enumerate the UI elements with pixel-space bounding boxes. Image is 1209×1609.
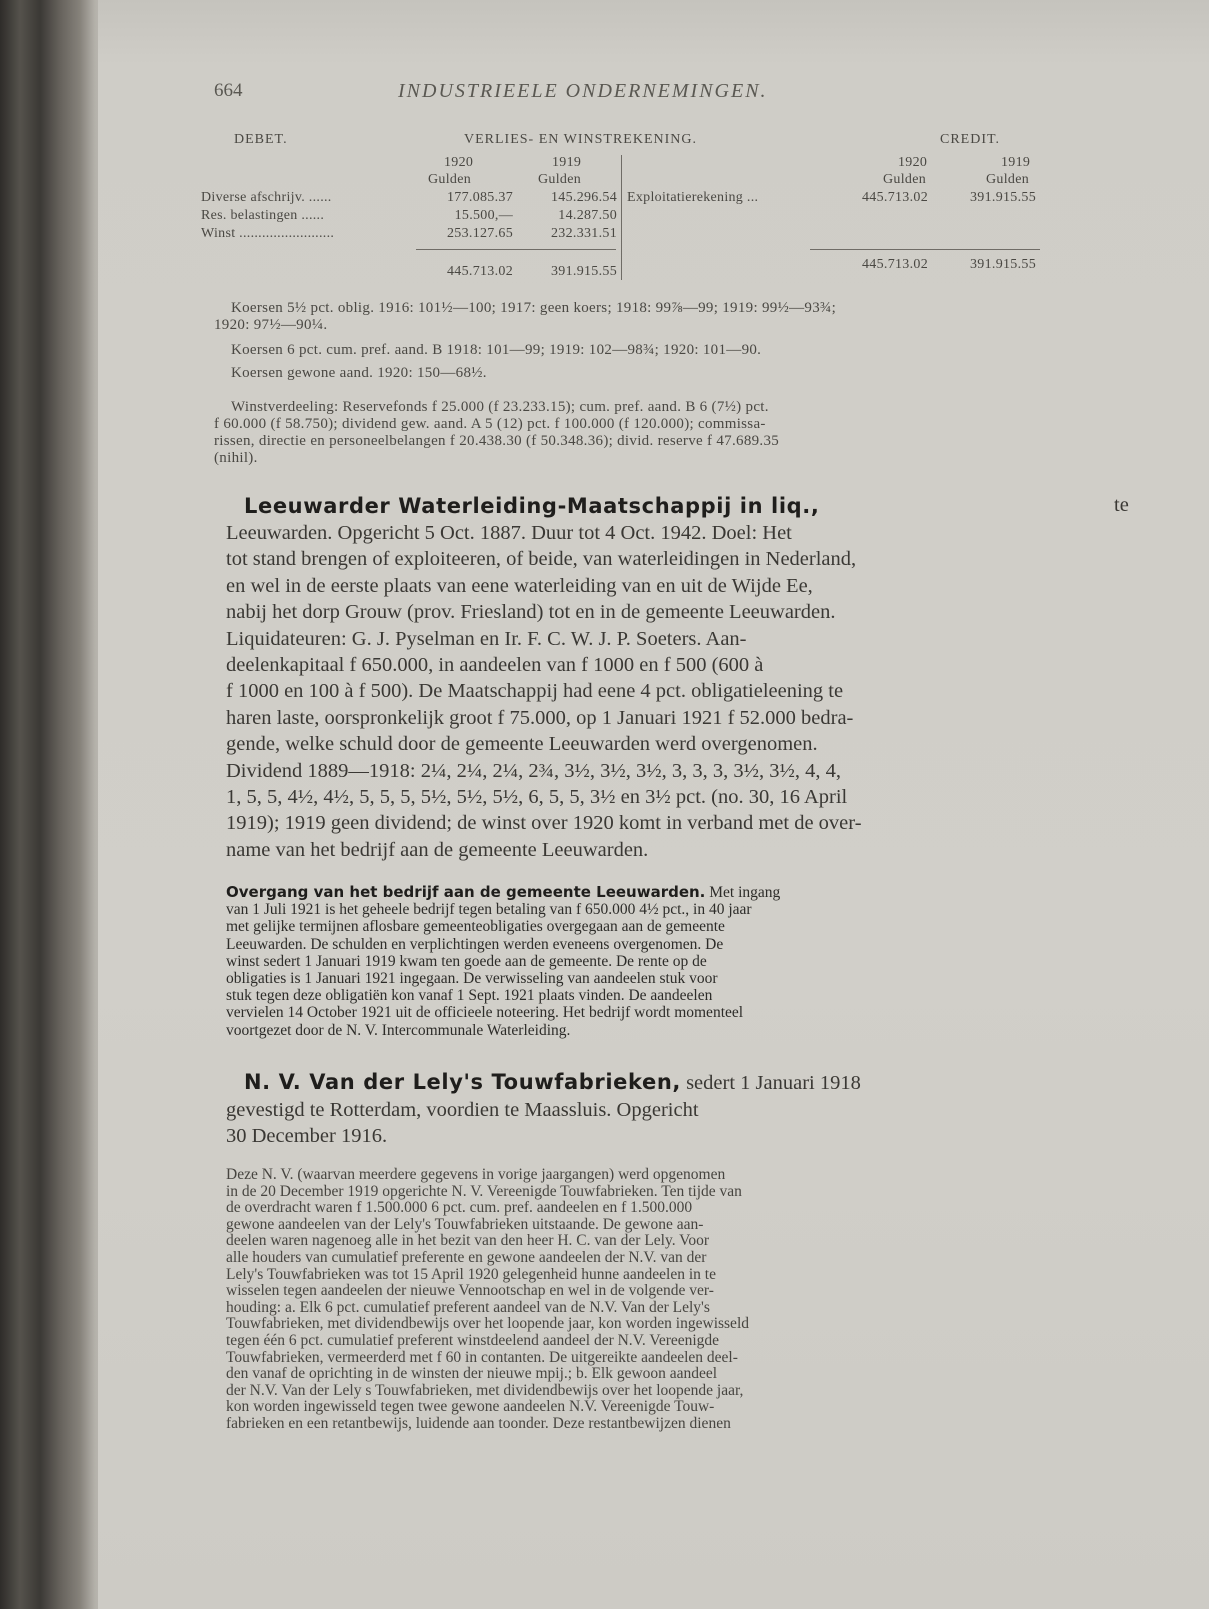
page-content: 664 INDUSTRIEELE ONDERNEMINGEN. DEBET. VERLIES- EN WINSTREKENING. CREDIT. 1920 1919 Gulden Gulden 1920 1919 Gulden Gulden Diverse afschrijv. ...... 177.085.37 145.296.54 Res. belastingen ...... 15.500,— 14.287.50 Winst ......................... 253.127.65 232.331.51 Exploitatierekening ... 445.713.02 391.915.55 445.713.02 391.915.55 445.713.02 391.915.55 Koersen 5½ pct. oblig. 1916: 101½—100; 1917: geen koers; 1918: 99⅞—99; 1919: 99½—93¾; 1920: 97½—90¼. Koersen 6 pct. cum. pref. aand. B 1918: 101—99; 1919: 102—98¾; 1920: 101—90. Koersen gewone aand. 1920: 150—68½. Winstverdeeling: Reservefonds f 25.000 (f 23.233.15); cum. pref. aand. B 6 (7½) pct. f 60.000 (f 58.750); dividend gew. aand. A 5 (12) pct. f 100.000 (f 120.000); commissa- rissen, directie en personeelbelangen f 20.438.30 (f 50.348.36); divid. reserve f 47.689.35 (nihil). Leeuwarder Waterleiding-Maatschappij in liq., te Leeuwarden. Opgericht 5 Oct. 1887. Duur tot 4 Oct. 1942. Doel: Het tot stand brengen of exploiteeren, of beide, van waterleidingen in Nederland, en wel in de eerste plaats van eene waterleiding van en uit de Wijde Ee, nabij het dorp Grouw (prov. Friesland) tot en in de gemeente Leeuwarden. Liquidateuren: G. J. Pyselman en Ir. F. C. W. J. P. Soeters. Aan- deelenkapitaal f 650.000, in aandeelen van f 1000 en f 500 (600 à f 1000 en 100 à f 500). De Maatschappij had eene 4 pct. obligatieleening te haren laste, oorspronkelijk groot f 75.000, op 1 Januari 1921 f 52.000 bedra- gende, welke schuld door de gemeente Leeuwarden werd overgenomen. Dividend 1889—1918: 2¼, 2¼, 2¼, 2¾, 3½, 3½, 3½, 3, 3, 3, 3½, 3½, 4, 4, 1, 5, 5, 4½, 4½, 5, 5, 5, 5½, 5½, 5½, 6, 5, 5, 3½ en 3½ pct. (no. 30, 16 April 1919); 1919 geen dividend; de winst over 1920 komt in verband met de over- name van het bedrijf aan de gemeente Leeuwarden. Overgang van het bedrijf aan de gemeente Leeuwarden. Met ingang van 1 Juli 1921 is het geheele bedrijf tegen betaling van f 650.000 4½ pct., in 40 jaar met gelijke termijnen aflosbare gemeenteobligaties overgegaan aan de gemeente Leeuwarden. De schulden en verplichtingen werden eveneens overgenomen. De winst sedert 1 Januari 1919 kwam ten goede aan de gemeente. De rente op de obligaties is 1 Januari 1921 ingegaan. De verwisseling van aandeelen stuk voor stuk tegen deze obligatiën kon vanaf 1 Sept. 1921 plaats vinden. De aandeelen vervielen 14 October 1921 uit de officieele noteering. Het bedrijf wordt momenteel voortgezet door de N. V. Intercommunale Waterleiding. N. V. Van der Lely's Touwfabrieken, sedert 1 Januari 1918 gevestigd te Rotterdam, voordien te Maassluis. Opgericht 30 December 1916. Deze N. V. (waarvan meerdere gegevens in vorige jaargangen) werd opgenomen in de 20 December 1919 opgerichte N. V. Vereenigde Touwfabrieken. Ten tijde van de overdracht waren f 1.500.000 6 pct. cum. pref. aandeelen en f 1.500.000 gewone aandeelen van der Lely's Touwfabrieken uitstaande. De gewone aan- deelen waren nagenoeg alle in het bezit van den heer H. C. van der Lely. Voor alle houders van cumulatief preferente en gewone aandeelen der N.V. van der Lely's Touwfabrieken was tot 15 April 1920 gelegenheid hunne aandeelen in te wisselen tegen aandeelen der nieuwe Vennootschap en wel in de volgende ver- houding: a. Elk 6 pct. cumulatief preferent aandeel van de N.V. Van der Lely's Touwfabrieken, met dividendbewijs over het loopende jaar, kon worden ingewisseld tegen één 6 pct. cumulatief preferent winstdeelend aandeel der N.V. Vereenigde Touwfabrieken, vermeerderd met f 60 in contanten. De uitgereikte aandeelen deel- den vanaf de oprichting in de winsten der nieuwe mpij.; b. Elk gewoon aandeel der N.V. Van der Lely s Touwfabrieken, met dividendbewijs over het loopende jaar, kon worden ingewisseld tegen twee gewone aandeelen N.V. Vereenigde Touw- fabrieken en een retantbewijs, luidende aan toonder. Deze restantbewijzen dienen (98, 0, 1209, 1609)
credit-total-1919: 391.915.55 (970, 257, 1036, 272)
book-page (98, 0, 1209, 1609)
credit-unit-1919: Gulden (986, 172, 1030, 187)
debit-total-1920: 445.713.02 (447, 264, 513, 279)
koersen-obligaties-cont: 1920: 97½—90¼. (214, 317, 328, 333)
credit-label: CREDIT. (940, 132, 1001, 147)
company-name-leeuwarder: Leeuwarder Waterleiding-Maatschappij in liq., (244, 494, 820, 518)
overgang-title: Overgang van het bedrijf aan de gemeente Leeuwarden. (226, 883, 706, 901)
company-name-lely: N. V. Van der Lely's Touwfabrieken, (244, 1070, 681, 1094)
debit-unit-1920: Gulden (428, 172, 472, 187)
account-divider (621, 155, 622, 280)
debet-label: DEBET. (234, 132, 288, 147)
debit-unit-1919: Gulden (538, 172, 582, 187)
account-heading: VERLIES- EN WINSTREKENING. (464, 132, 697, 147)
credit-unit-1920: Gulden (883, 172, 927, 187)
koersen-gewone-aandeelen: Koersen gewone aand. 1920: 150—68½. (231, 365, 487, 381)
winstverdeeling: Winstverdeeling: Reservefonds f 25.000 (f 23.233.15); cum. pref. aand. B 6 (7½) pct. (231, 399, 769, 415)
lely-body: N. V. Van der Lely's Touwfabrieken, sedert 1 Januari 1918 gevestigd te Rotterdam, voordien te Maassluis. Opgericht 30 December 1916. (226, 1070, 861, 1148)
credit-total-1920: 445.713.02 (862, 257, 928, 272)
winstverdeeling-line: (nihil). (214, 450, 258, 466)
winstverdeeling-line: rissen, directie en personeelbelangen f 20.438.30 (f 50.348.36); divid. reserve f 47.689.35 (214, 433, 780, 449)
running-title: INDUSTRIEELE ONDERNEMINGEN. (398, 80, 768, 102)
winstverdeeling-line: f 60.000 (f 58.750); dividend gew. aand. A 5 (12) pct. f 100.000 (f 120.000); commissa- (214, 416, 766, 432)
page-number: 664 (214, 80, 243, 101)
leeuwarder-body: Leeuwarden. Opgericht 5 Oct. 1887. Duur tot 4 Oct. 1942. Doel: Het tot stand brengen of exploiteeren, of beide, van waterleidingen in Nederland, en wel in de eerste plaats van eene waterleiding van en uit de Wijde Ee, nabij het dorp Grouw (prov. Friesland) tot en in de gemeente Leeuwarden. Liquidateuren: G. J. Pyselman en Ir. F. C. W. J. P. Soeters. Aan- deelenkapitaal f 650.000, in aandeelen van f 1000 en f 500 (600 à f 1000 en 100 à f 500). De Maatschappij had eene 4 pct. obligatieleening te haren laste, oorspronkelijk groot f 75.000, op 1 Januari 1921 f 52.000 bedra- gende, welke schuld door de gemeente Leeuwarden werd overgenomen. Dividend 1889—1918: 2¼, 2¼, 2¼, 2¾, 3½, 3½, 3½, 3, 3, 3, 3½, 3½, 4, 4, 1, 5, 5, 4½, 4½, 5, 5, 5, 5½, 5½, 5½, 6, 5, 5, 3½ en 3½ pct. (no. 30, 16 April 1919); 1919 geen dividend; de winst over 1920 komt in verband met de over- name van het bedrijf aan de gemeente Leeuwarden. (226, 522, 862, 861)
te-word: te (1114, 494, 1129, 516)
koersen-obligaties: Koersen 5½ pct. oblig. 1916: 101½—100; 1917: geen koers; 1918: 99⅞—99; 1919: 99½—93¾; (231, 300, 837, 316)
debit-year-1919: 1919 (552, 155, 582, 170)
credit-year-1920: 1920 (898, 155, 928, 170)
koersen-pref-aandeelen: Koersen 6 pct. cum. pref. aand. B 1918: 101—99; 1919: 102—98¾; 1920: 101—90. (231, 342, 762, 358)
overgang-section: Overgang van het bedrijf aan de gemeente Leeuwarden. Met ingang van 1 Juli 1921 is het geheele bedrijf tegen betaling van f 650.000 4½ pct., in 40 jaar met gelijke termijnen aflosbare gemeenteobligaties overgegaan aan de gemeente Leeuwarden. De schulden en verplichtingen werden eveneens overgenomen. De winst sedert 1 Januari 1919 kwam ten goede aan de gemeente. De rente op de obligaties is 1 Januari 1921 ingegaan. De verwisseling van aandeelen stuk voor stuk tegen deze obligatiën kon vanaf 1 Sept. 1921 plaats vinden. De aandeelen vervielen 14 October 1921 uit de officieele noteering. Het bedrijf wordt momenteel voortgezet door de N. V. Intercommunale Waterleiding. (226, 883, 781, 1039)
credit-year-1919: 1919 (1001, 155, 1031, 170)
lely-details: Deze N. V. (waarvan meerdere gegevens in vorige jaargangen) werd opgenomen in de 20 December 1919 opgerichte N. V. Vereenigde Touwfabrieken. Ten tijde van de overdracht waren f 1.500.000 6 pct. cum. pref. aandeelen en f 1.500.000 gewone aandeelen van der Lely's Touwfabrieken uitstaande. De gewone aan- deelen waren nagenoeg alle in het bezit van den heer H. C. van der Lely. Voor alle houders van cumulatief preferente en gewone aandeelen der N.V. van der Lely's Touwfabrieken was tot 15 April 1920 gelegenheid hunne aandeelen in te wisselen tegen aandeelen der nieuwe Vennootschap en wel in de volgende ver- houding: a. Elk 6 pct. cumulatief preferent aandeel van de N.V. Van der Lely's Touwfabrieken, met dividendbewijs over het loopende jaar, kon worden ingewisseld tegen één 6 pct. cumulatief preferent winstdeelend aandeel der N.V. Vereenigde Touwfabrieken, vermeerderd met f 60 in contanten. De uitgereikte aandeelen deel- den vanaf de oprichting in de winsten der nieuwe mpij.; b. Elk gewoon aandeel der N.V. Van der Lely s Touwfabrieken, met dividendbewijs over het loopende jaar, kon worden ingewisseld tegen twee gewone aandeelen N.V. Vereenigde Touw- fabrieken en een retantbewijs, luidende aan toonder. Deze restantbewijzen dienen (226, 1166, 749, 1432)
debit-year-1920: 1920 (444, 155, 474, 170)
debit-total-1919: 391.915.55 (551, 264, 617, 279)
credit-total-rule (810, 249, 1040, 250)
debit-total-rule (416, 249, 616, 250)
